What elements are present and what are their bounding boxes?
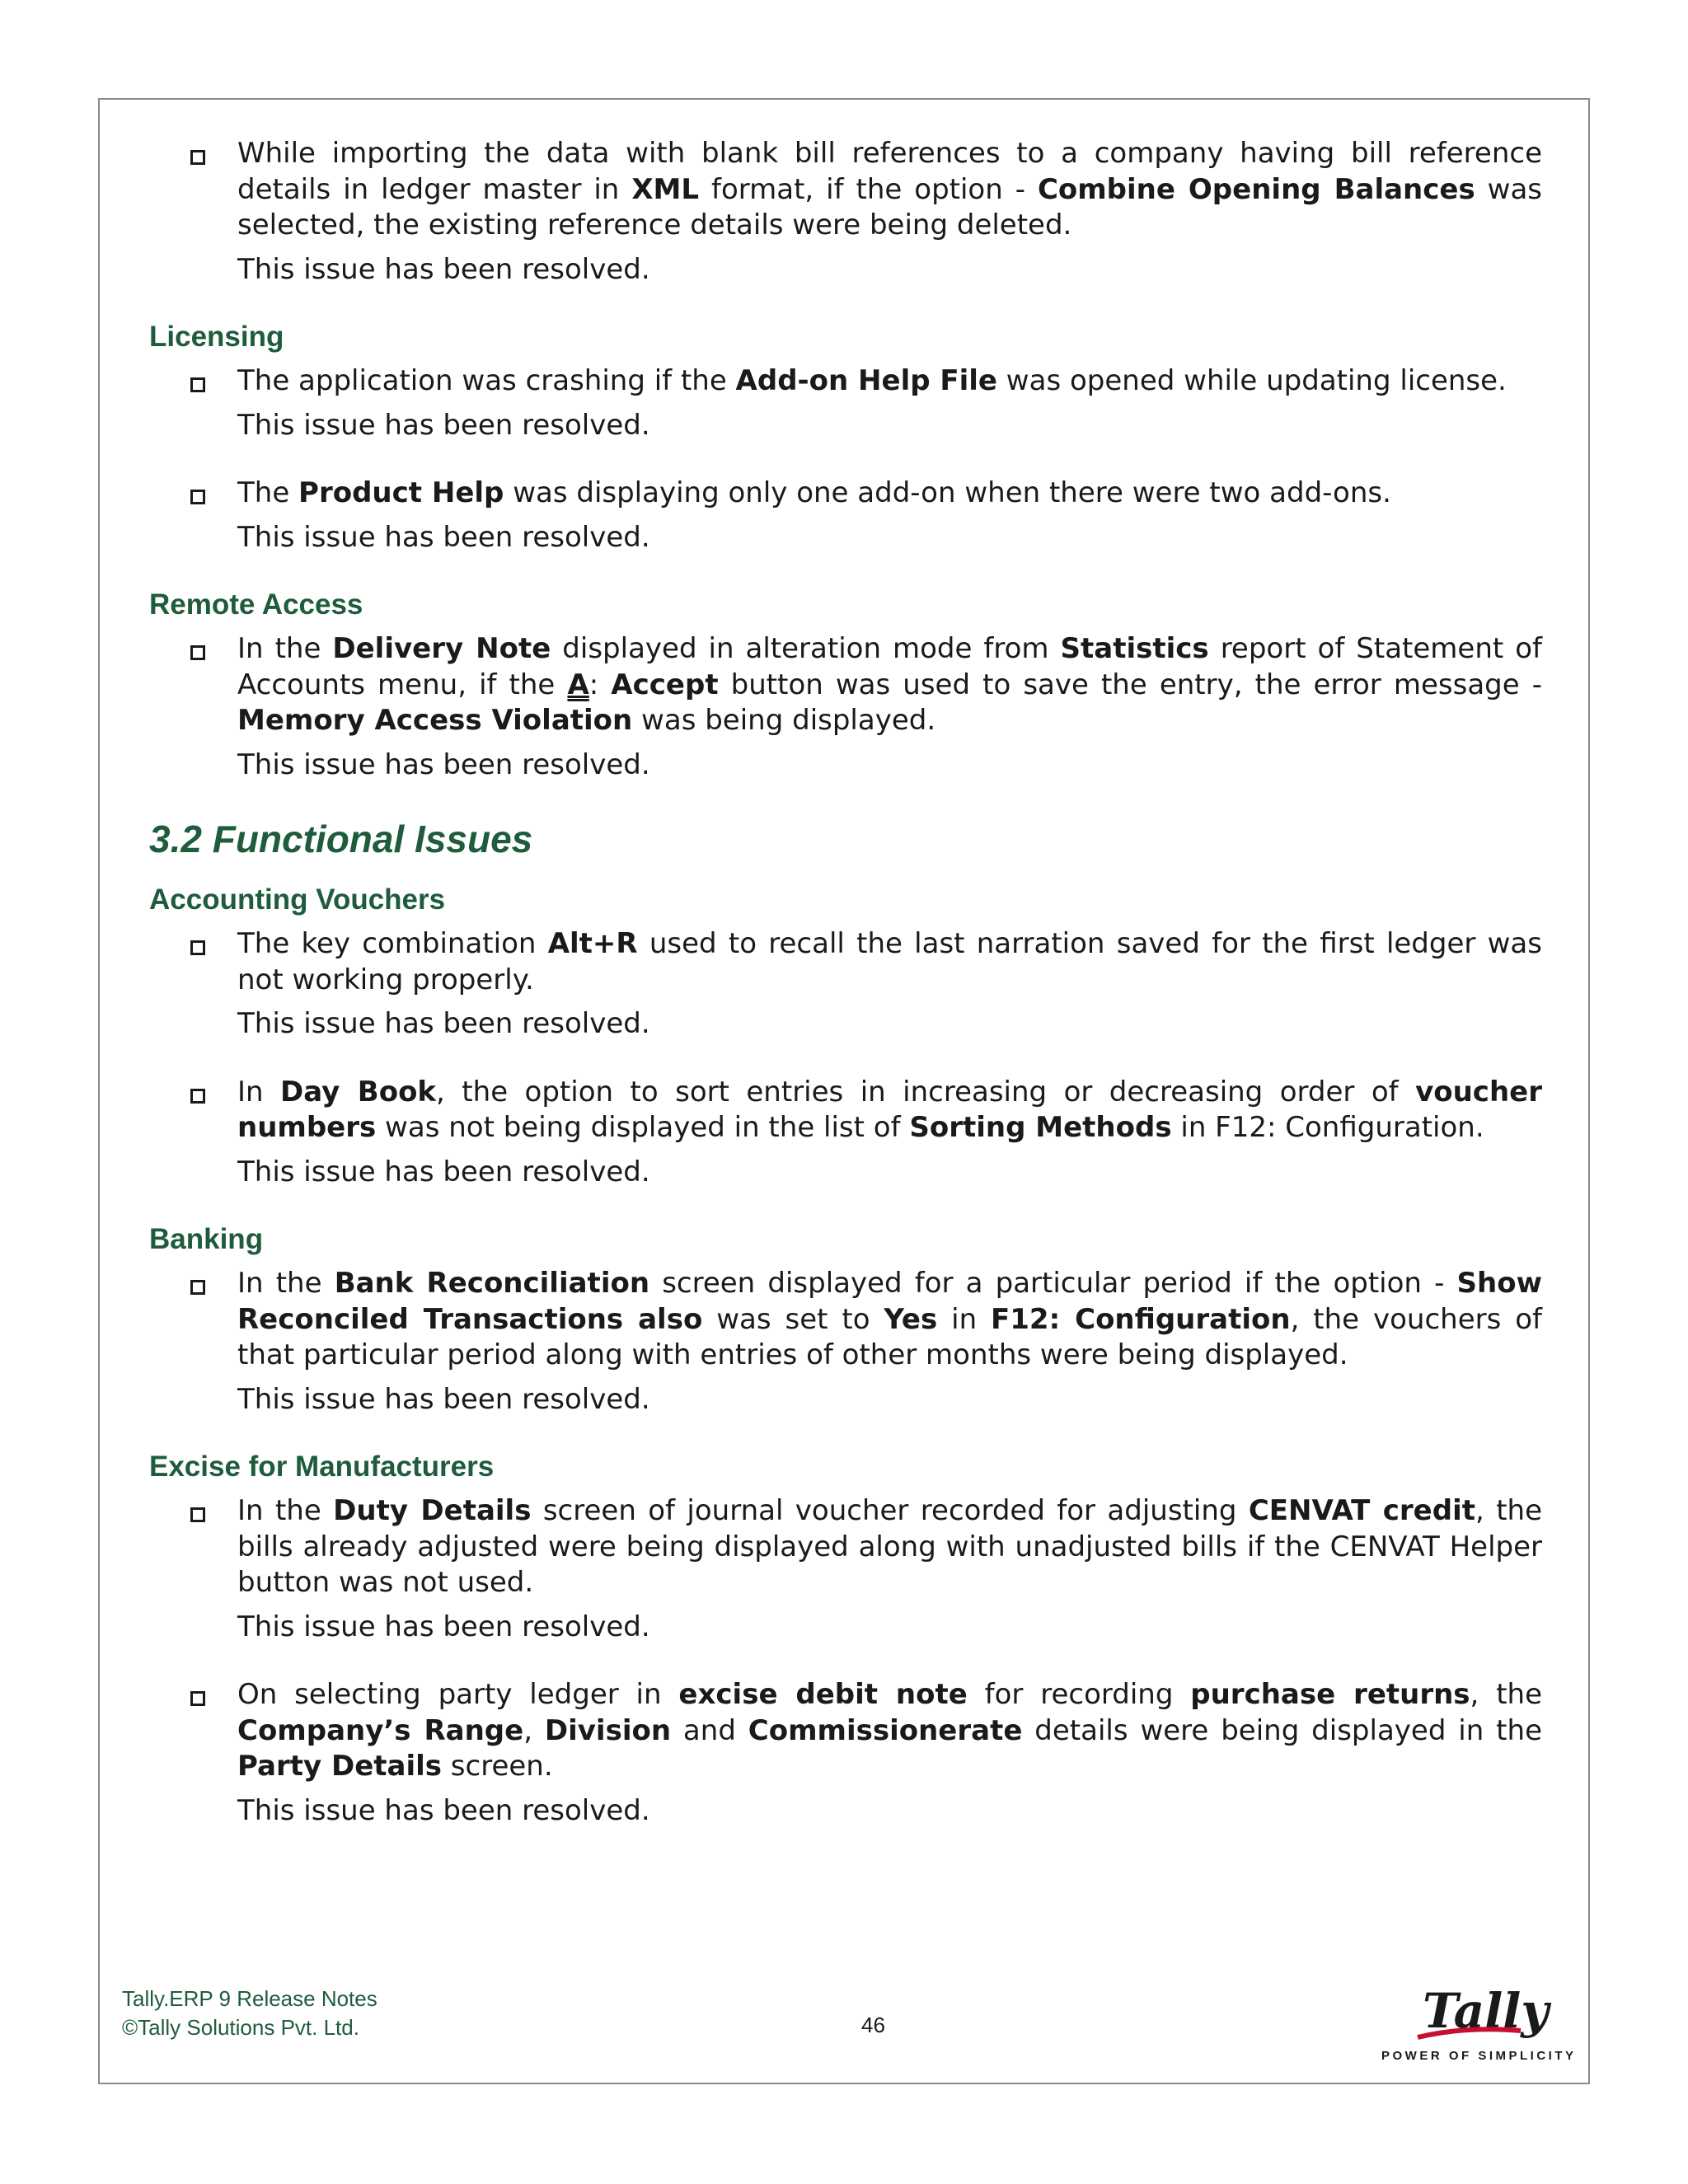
item-text: In the Delivery Note displayed in alteration mode from Statistics report of Statement of Accounts menu, if the A: Accept button was used to save the entry, the error message - Memory Access Violation was being displayed. <box>237 632 1542 737</box>
section-heading-functional-issues: 3.2 Functional Issues <box>149 818 533 860</box>
list-item <box>149 1677 1542 1829</box>
heading-licensing: Licensing <box>149 321 284 353</box>
footer-credits <box>122 1985 377 2042</box>
footer-title: Tally.ERP 9 Release Notes <box>122 1986 377 2011</box>
square-bullet-icon <box>190 377 205 392</box>
list-item <box>149 631 1542 783</box>
list-item <box>149 1266 1542 1418</box>
heading-excise: Excise for Manufacturers <box>149 1451 495 1483</box>
list-item <box>149 1493 1542 1645</box>
resolved-text: This issue has been resolved. <box>237 520 650 554</box>
resolved-text: This issue has been resolved. <box>237 748 650 781</box>
item-text: The application was crashing if the Add-on Help File was opened while updating license. <box>237 364 1507 397</box>
heading-banking: Banking <box>149 1223 264 1255</box>
square-bullet-icon <box>190 150 205 165</box>
item-text: In Day Book, the option to sort entries in increasing or decreasing order of voucher numbers was not being displayed in the list of Sorting Methods in F12: Configuration. <box>237 1075 1542 1144</box>
heading-remote-access: Remote Access <box>149 588 363 621</box>
item-text: In the Bank Reconciliation screen displayed for a particular period if the option - Show Reconciled Transactions also was set to Yes in F12: Configuration, the vouchers of that particular period along with entries of other months were being displayed. <box>237 1267 1543 1371</box>
list-item <box>149 1075 1542 1191</box>
document-body <box>149 136 1542 1829</box>
resolved-text: This issue has been resolved. <box>237 1793 650 1827</box>
item-text: On selecting party ledger in excise debit note for recording purchase returns, the Company’s Range, Division and Commissionerate details were being displayed in the Party Details screen. <box>237 1678 1542 1783</box>
square-bullet-icon <box>190 1507 205 1522</box>
item-text: In the Duty Details screen of journal voucher recorded for adjusting CENVAT credit, the bills already adjusted were being displayed along with unadjusted bills if the CENVAT Helper button was not used. <box>237 1494 1542 1599</box>
list-item <box>149 136 1542 288</box>
square-bullet-icon <box>190 940 205 955</box>
square-bullet-icon <box>190 1280 205 1295</box>
item-text: The key combination Alt+R used to recall the last narration saved for the first ledger was not working properly. <box>237 927 1542 996</box>
page-number: 46 <box>861 2013 885 2037</box>
square-bullet-icon <box>190 1089 205 1104</box>
footer-copyright: ©Tally Solutions Pvt. Ltd. <box>122 2015 359 2040</box>
item-text: While importing the data with blank bill references to a company having bill reference details in ledger master in XML format, if the option - Combine Opening Balances was selected, the existing reference details were being deleted. <box>237 137 1543 241</box>
list-item <box>149 363 1542 443</box>
square-bullet-icon <box>190 490 205 504</box>
item-text: The Product Help was displaying only one add-on when there were two add-ons. <box>237 476 1391 509</box>
logo-tagline: POWER OF SIMPLICITY <box>1381 2049 1577 2063</box>
list-item <box>149 476 1542 555</box>
square-bullet-icon <box>190 1691 205 1706</box>
resolved-text: This issue has been resolved. <box>237 1610 650 1643</box>
resolved-text: This issue has been resolved. <box>237 1155 650 1188</box>
resolved-text: This issue has been resolved. <box>237 1382 650 1416</box>
resolved-text: This issue has been resolved. <box>237 1007 650 1040</box>
list-item <box>149 926 1542 1043</box>
resolved-text: This issue has been resolved. <box>237 252 650 286</box>
square-bullet-icon <box>190 645 205 660</box>
logo-wordmark: Tally <box>1423 1983 1549 2039</box>
heading-accounting-vouchers: Accounting Vouchers <box>149 883 446 916</box>
resolved-text: This issue has been resolved. <box>237 408 650 442</box>
